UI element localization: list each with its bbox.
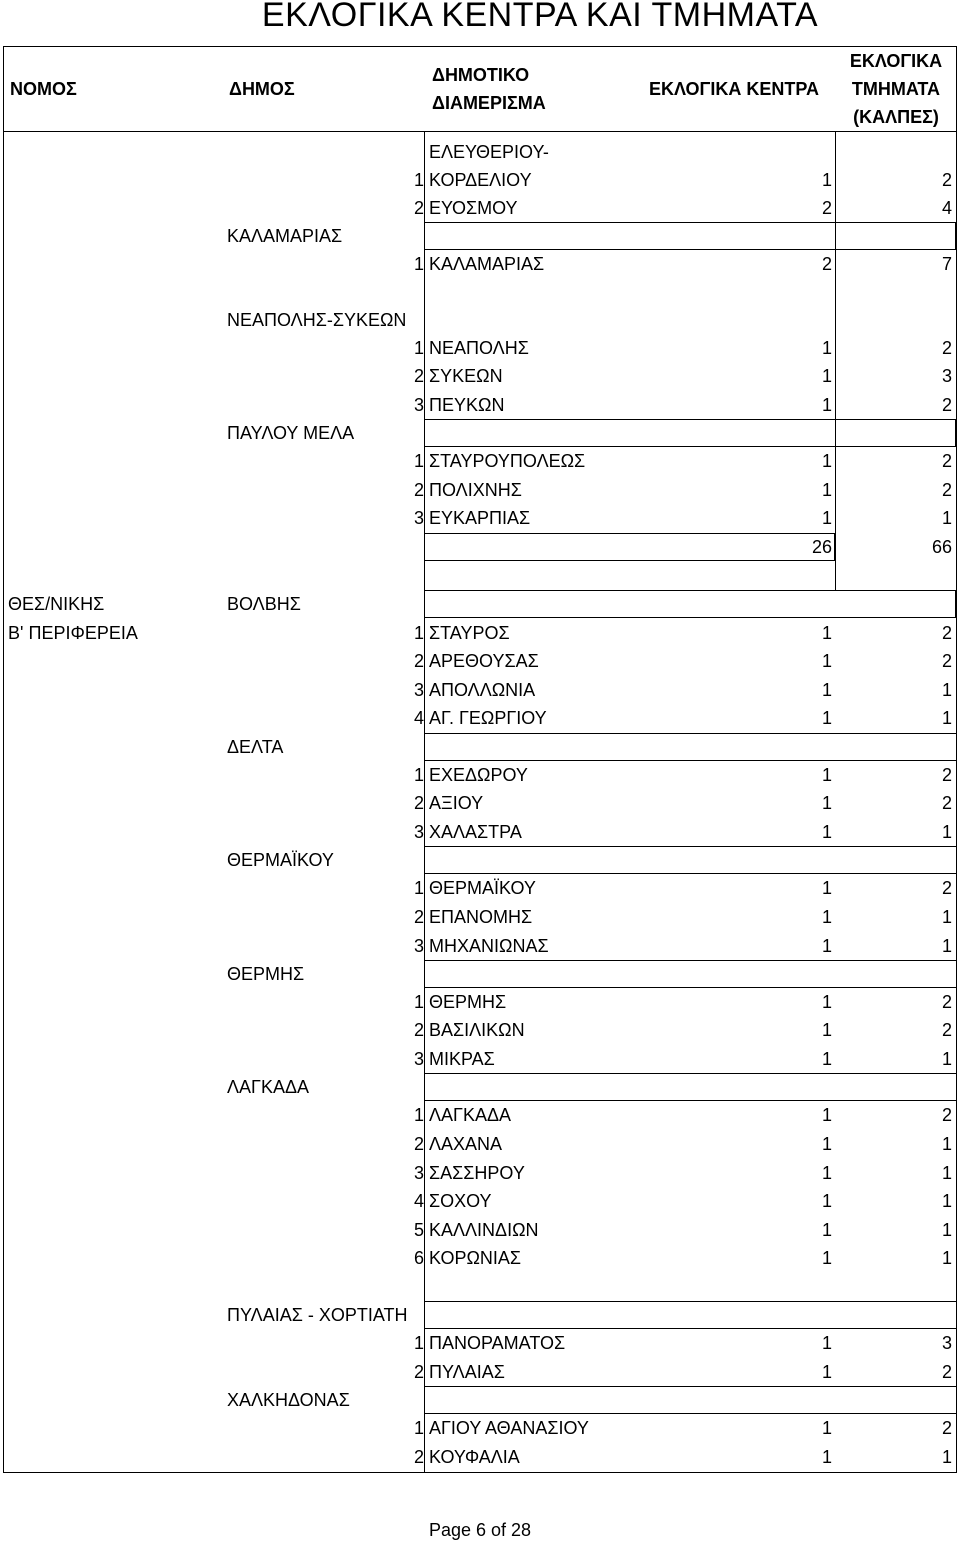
cell-num: 3 <box>413 822 424 842</box>
table-row <box>4 988 956 1016</box>
empty-cell-outline <box>424 533 835 561</box>
cell-centers: 1 <box>821 508 832 528</box>
cell-dimos: ΠΑΥΛΟΥ ΜΕΛΑ <box>227 423 355 443</box>
cell-sections: 66 <box>931 537 952 557</box>
cell-num: 1 <box>413 254 424 274</box>
cell-name: ΕΧΕΔΩΡΟΥ <box>429 765 528 785</box>
header-tmimata-line3: (ΚΑΛΠΕΣ) <box>853 107 939 127</box>
cell-num: 1 <box>413 1105 424 1125</box>
header-tmimata <box>836 47 956 131</box>
cell-num: 1 <box>413 1333 424 1353</box>
table-row <box>4 391 956 419</box>
cell-name: ΛΑΧΑΝΑ <box>429 1134 503 1154</box>
cell-name: ΒΑΣΙΛΙΚΩΝ <box>429 1020 525 1040</box>
cell-centers: 26 <box>811 537 832 557</box>
cell-num: 1 <box>413 1418 424 1438</box>
cell-centers: 1 <box>821 1248 832 1268</box>
table-row <box>4 761 956 789</box>
cell-dimos: ΒΟΛΒΗΣ <box>227 594 301 614</box>
cell-name: ΜΗΧΑΝΙΩΝΑΣ <box>429 936 549 956</box>
cell-centers: 1 <box>821 1049 832 1069</box>
cell-centers: 1 <box>821 651 832 671</box>
cell-sections: 2 <box>941 992 952 1012</box>
cell-sections: 3 <box>941 366 952 386</box>
cell-sections: 1 <box>941 1163 952 1183</box>
table-row <box>4 362 956 390</box>
cell-centers: 1 <box>821 793 832 813</box>
cell-num: 2 <box>413 651 424 671</box>
cell-num: 2 <box>413 1362 424 1382</box>
table-row <box>4 932 956 960</box>
cell-centers: 1 <box>821 1362 832 1382</box>
cell-centers: 1 <box>821 680 832 700</box>
cell-num: 2 <box>413 1134 424 1154</box>
cell-num: 1 <box>413 878 424 898</box>
table-row <box>4 504 956 532</box>
cell-num: 2 <box>413 1447 424 1467</box>
table-row <box>4 1016 956 1044</box>
cell-name: ΣΤΑΥΡΟΣ <box>429 623 510 643</box>
cell-centers: 1 <box>821 936 832 956</box>
cell-sections: 7 <box>941 254 952 274</box>
cell-centers: 1 <box>821 822 832 842</box>
cell-sections: 4 <box>941 198 952 218</box>
cell-name: ΠΟΛΙΧΝΗΣ <box>429 480 522 500</box>
cell-sections: 2 <box>941 170 952 190</box>
cell-name: ΛΑΓΚΑΔΑ <box>429 1105 511 1125</box>
table-row <box>4 138 956 166</box>
cell-dimos: ΘΕΡΜΑΪΚΟΥ <box>227 850 334 870</box>
cell-num: 1 <box>413 992 424 1012</box>
empty-cell-outline <box>424 1301 957 1329</box>
cell-name: ΕΛΕΥΘΕΡΙΟΥ- <box>429 142 549 162</box>
cell-centers: 1 <box>821 1020 832 1040</box>
cell-dimos: ΝΕΑΠΟΛΗΣ-ΣΥΚΕΩΝ <box>227 310 407 330</box>
header-dimos: ΔΗΜΟΣ <box>229 79 295 99</box>
table-row <box>4 1159 956 1187</box>
cell-centers: 1 <box>821 1191 832 1211</box>
table-row <box>4 1244 956 1272</box>
cell-sections: 3 <box>941 1333 952 1353</box>
cell-sections: 2 <box>941 338 952 358</box>
cell-name: ΜΙΚΡΑΣ <box>429 1049 495 1069</box>
cell-centers: 1 <box>821 1220 832 1240</box>
cell-num: 3 <box>413 680 424 700</box>
cell-name: ΣΑΣΣΗΡΟΥ <box>429 1163 525 1183</box>
table-row <box>4 647 956 675</box>
table-header <box>3 46 957 132</box>
cell-nomos: ΘΕΣ/ΝΙΚΗΣ <box>8 594 105 614</box>
cell-sections: 2 <box>941 623 952 643</box>
cell-dimos: ΔΕΛΤΑ <box>227 737 284 757</box>
cell-num: 2 <box>413 366 424 386</box>
cell-name: ΑΓΙΟΥ ΑΘΑΝΑΣΙΟΥ <box>429 1418 589 1438</box>
table-row <box>4 619 956 647</box>
table-row <box>4 874 956 902</box>
cell-sections: 2 <box>941 1105 952 1125</box>
header-nomos: ΝΟΜΟΣ <box>10 79 77 99</box>
empty-cell-outline <box>835 419 956 447</box>
cell-name: ΧΑΛΑΣΤΡΑ <box>429 822 522 842</box>
cell-name: ΑΠΟΛΛΩΝΙΑ <box>429 680 536 700</box>
cell-sections: 1 <box>941 1049 952 1069</box>
cell-name: ΣΟΧΟΥ <box>429 1191 492 1211</box>
cell-num: 4 <box>413 1191 424 1211</box>
cell-dimos: ΠΥΛΑΙΑΣ - ΧΟΡΤΙΑΤΗ <box>227 1305 408 1325</box>
cell-name: ΠΑΝΟΡΑΜΑΤΟΣ <box>429 1333 566 1353</box>
cell-centers: 2 <box>821 254 832 274</box>
cell-num: 2 <box>413 480 424 500</box>
table-row <box>4 1130 956 1158</box>
cell-centers: 1 <box>821 170 832 190</box>
cell-num: 1 <box>413 451 424 471</box>
cell-name: ΣΥΚΕΩΝ <box>429 366 503 386</box>
cell-centers: 1 <box>821 1447 832 1467</box>
cell-centers: 1 <box>821 1134 832 1154</box>
cell-centers: 1 <box>821 366 832 386</box>
cell-sections: 2 <box>941 480 952 500</box>
table-row <box>4 1329 956 1357</box>
table-row <box>4 194 956 222</box>
cell-name: ΚΑΛΛΙΝΔΙΩΝ <box>429 1220 539 1240</box>
table-row <box>4 306 956 334</box>
cell-num: 2 <box>413 1020 424 1040</box>
cell-centers: 1 <box>821 992 832 1012</box>
cell-name: ΠΕΥΚΩΝ <box>429 395 505 415</box>
cell-name: ΕΠΑΝΟΜΗΣ <box>429 907 533 927</box>
cell-centers: 1 <box>821 395 832 415</box>
empty-cell-outline <box>835 222 956 250</box>
cell-sections: 1 <box>941 1191 952 1211</box>
table-row <box>4 1272 956 1300</box>
cell-name: ΘΕΡΜΑΪΚΟΥ <box>429 878 536 898</box>
table-row <box>4 1101 956 1129</box>
cell-name: ΘΕΡΜΗΣ <box>429 992 507 1012</box>
cell-sections: 2 <box>941 1418 952 1438</box>
cell-centers: 1 <box>821 1333 832 1353</box>
document-title: ΕΚΛΟΓΙΚΑ ΚΕΝΤΡΑ ΚΑΙ ΤΜΗΜΑΤΑ <box>261 0 819 34</box>
cell-centers: 2 <box>821 198 832 218</box>
table-row <box>4 1443 956 1471</box>
table-row <box>4 704 956 732</box>
cell-centers: 1 <box>821 708 832 728</box>
cell-centers: 1 <box>821 907 832 927</box>
cell-sections: 1 <box>941 1220 952 1240</box>
cell-num: 3 <box>413 395 424 415</box>
cell-dimos: ΘΕΡΜΗΣ <box>227 964 305 984</box>
page-footer: Page 6 of 28 <box>428 1520 532 1540</box>
cell-sections: 1 <box>941 822 952 842</box>
cell-centers: 1 <box>821 878 832 898</box>
cell-name: ΚΟΥΦΑΛΙΑ <box>429 1447 520 1467</box>
table-row <box>4 1216 956 1244</box>
header-kentra: ΕΚΛΟΓΙΚΑ ΚΕΝΤΡΑ <box>649 79 820 99</box>
table-row <box>4 818 956 846</box>
cell-num: 2 <box>413 907 424 927</box>
cell-name: ΕΥΟΣΜΟΥ <box>429 198 518 218</box>
header-diamerisma-line2: ΔΙΑΜΕΡΙΣΜΑ <box>432 93 546 113</box>
cell-centers: 1 <box>821 765 832 785</box>
cell-num: 2 <box>413 793 424 813</box>
table-row <box>4 250 956 278</box>
cell-num: 1 <box>413 765 424 785</box>
cell-centers: 1 <box>821 338 832 358</box>
empty-cell-outline <box>424 733 957 761</box>
cell-num: 1 <box>413 170 424 190</box>
cell-centers: 1 <box>821 623 832 643</box>
table-row <box>4 1045 956 1073</box>
cell-sections: 2 <box>941 878 952 898</box>
cell-num: 6 <box>413 1248 424 1268</box>
cell-num: 3 <box>413 1163 424 1183</box>
cell-num: 3 <box>413 508 424 528</box>
cell-name: ΑΓ. ΓΕΩΡΓΙΟΥ <box>429 708 547 728</box>
table-row <box>4 1358 956 1386</box>
cell-name: ΚΟΡΔΕΛΙΟΥ <box>429 170 532 190</box>
cell-sections: 1 <box>941 936 952 956</box>
cell-sections: 2 <box>941 1362 952 1382</box>
cell-sections: 2 <box>941 395 952 415</box>
table-row <box>4 561 956 589</box>
cell-name: ΝΕΑΠΟΛΗΣ <box>429 338 529 358</box>
cell-dimos: ΛΑΓΚΑΔΑ <box>227 1077 309 1097</box>
header-tmimata-line2: ΤΜΗΜΑΤΑ <box>851 79 941 99</box>
table-row <box>4 676 956 704</box>
table-row <box>4 789 956 817</box>
cell-name: ΣΤΑΥΡΟΥΠΟΛΕΩΣ <box>429 451 586 471</box>
empty-cell-outline <box>424 1386 957 1414</box>
header-diamerisma <box>432 47 602 131</box>
cell-sections: 2 <box>941 451 952 471</box>
cell-sections: 2 <box>941 793 952 813</box>
cell-sections: 1 <box>941 1447 952 1467</box>
cell-sections: 2 <box>941 651 952 671</box>
empty-cell-outline <box>424 846 957 874</box>
table-row <box>4 476 956 504</box>
cell-nomos: Β' ΠΕΡΙΦΕΡΕΙΑ <box>8 623 138 643</box>
cell-num: 5 <box>413 1220 424 1240</box>
table-row <box>4 166 956 194</box>
cell-centers: 1 <box>821 1163 832 1183</box>
cell-centers: 1 <box>821 451 832 471</box>
header-diamerisma-line1: ΔΗΜΟΤΙΚΟ <box>432 65 530 85</box>
cell-num: 2 <box>413 198 424 218</box>
cell-num: 4 <box>413 708 424 728</box>
table-row <box>4 903 956 931</box>
table-row <box>4 334 956 362</box>
cell-num: 1 <box>413 623 424 643</box>
cell-name: ΚΟΡΩΝΙΑΣ <box>429 1248 522 1268</box>
cell-name: ΑΞΙΟΥ <box>429 793 484 813</box>
cell-dimos: ΧΑΛΚΗΔΟΝΑΣ <box>227 1390 350 1410</box>
empty-cell-outline <box>835 590 956 618</box>
cell-name: ΠΥΛΑΙΑΣ <box>429 1362 505 1382</box>
cell-sections: 2 <box>941 765 952 785</box>
table-row <box>4 1414 956 1442</box>
cell-centers: 1 <box>821 1418 832 1438</box>
cell-sections: 2 <box>941 1020 952 1040</box>
table-row <box>4 447 956 475</box>
cell-centers: 1 <box>821 1105 832 1125</box>
cell-name: ΕΥΚΑΡΠΙΑΣ <box>429 508 531 528</box>
cell-dimos: ΚΑΛΑΜΑΡΙΑΣ <box>227 226 343 246</box>
cell-num: 1 <box>413 338 424 358</box>
cell-sections: 1 <box>941 680 952 700</box>
cell-centers: 1 <box>821 480 832 500</box>
cell-sections: 1 <box>941 907 952 927</box>
cell-name: ΚΑΛΑΜΑΡΙΑΣ <box>429 254 545 274</box>
empty-cell-outline <box>424 960 957 988</box>
cell-name: ΑΡΕΘΟΥΣΑΣ <box>429 651 539 671</box>
cell-sections: 1 <box>941 1248 952 1268</box>
table-row <box>4 1187 956 1215</box>
cell-sections: 1 <box>941 1134 952 1154</box>
table-row <box>4 278 956 306</box>
cell-num: 3 <box>413 1049 424 1069</box>
cell-num: 3 <box>413 936 424 956</box>
cell-sections: 1 <box>941 708 952 728</box>
empty-cell-outline <box>424 1073 957 1101</box>
cell-sections: 1 <box>941 508 952 528</box>
header-tmimata-line1: ΕΚΛΟΓΙΚΑ <box>849 51 943 71</box>
